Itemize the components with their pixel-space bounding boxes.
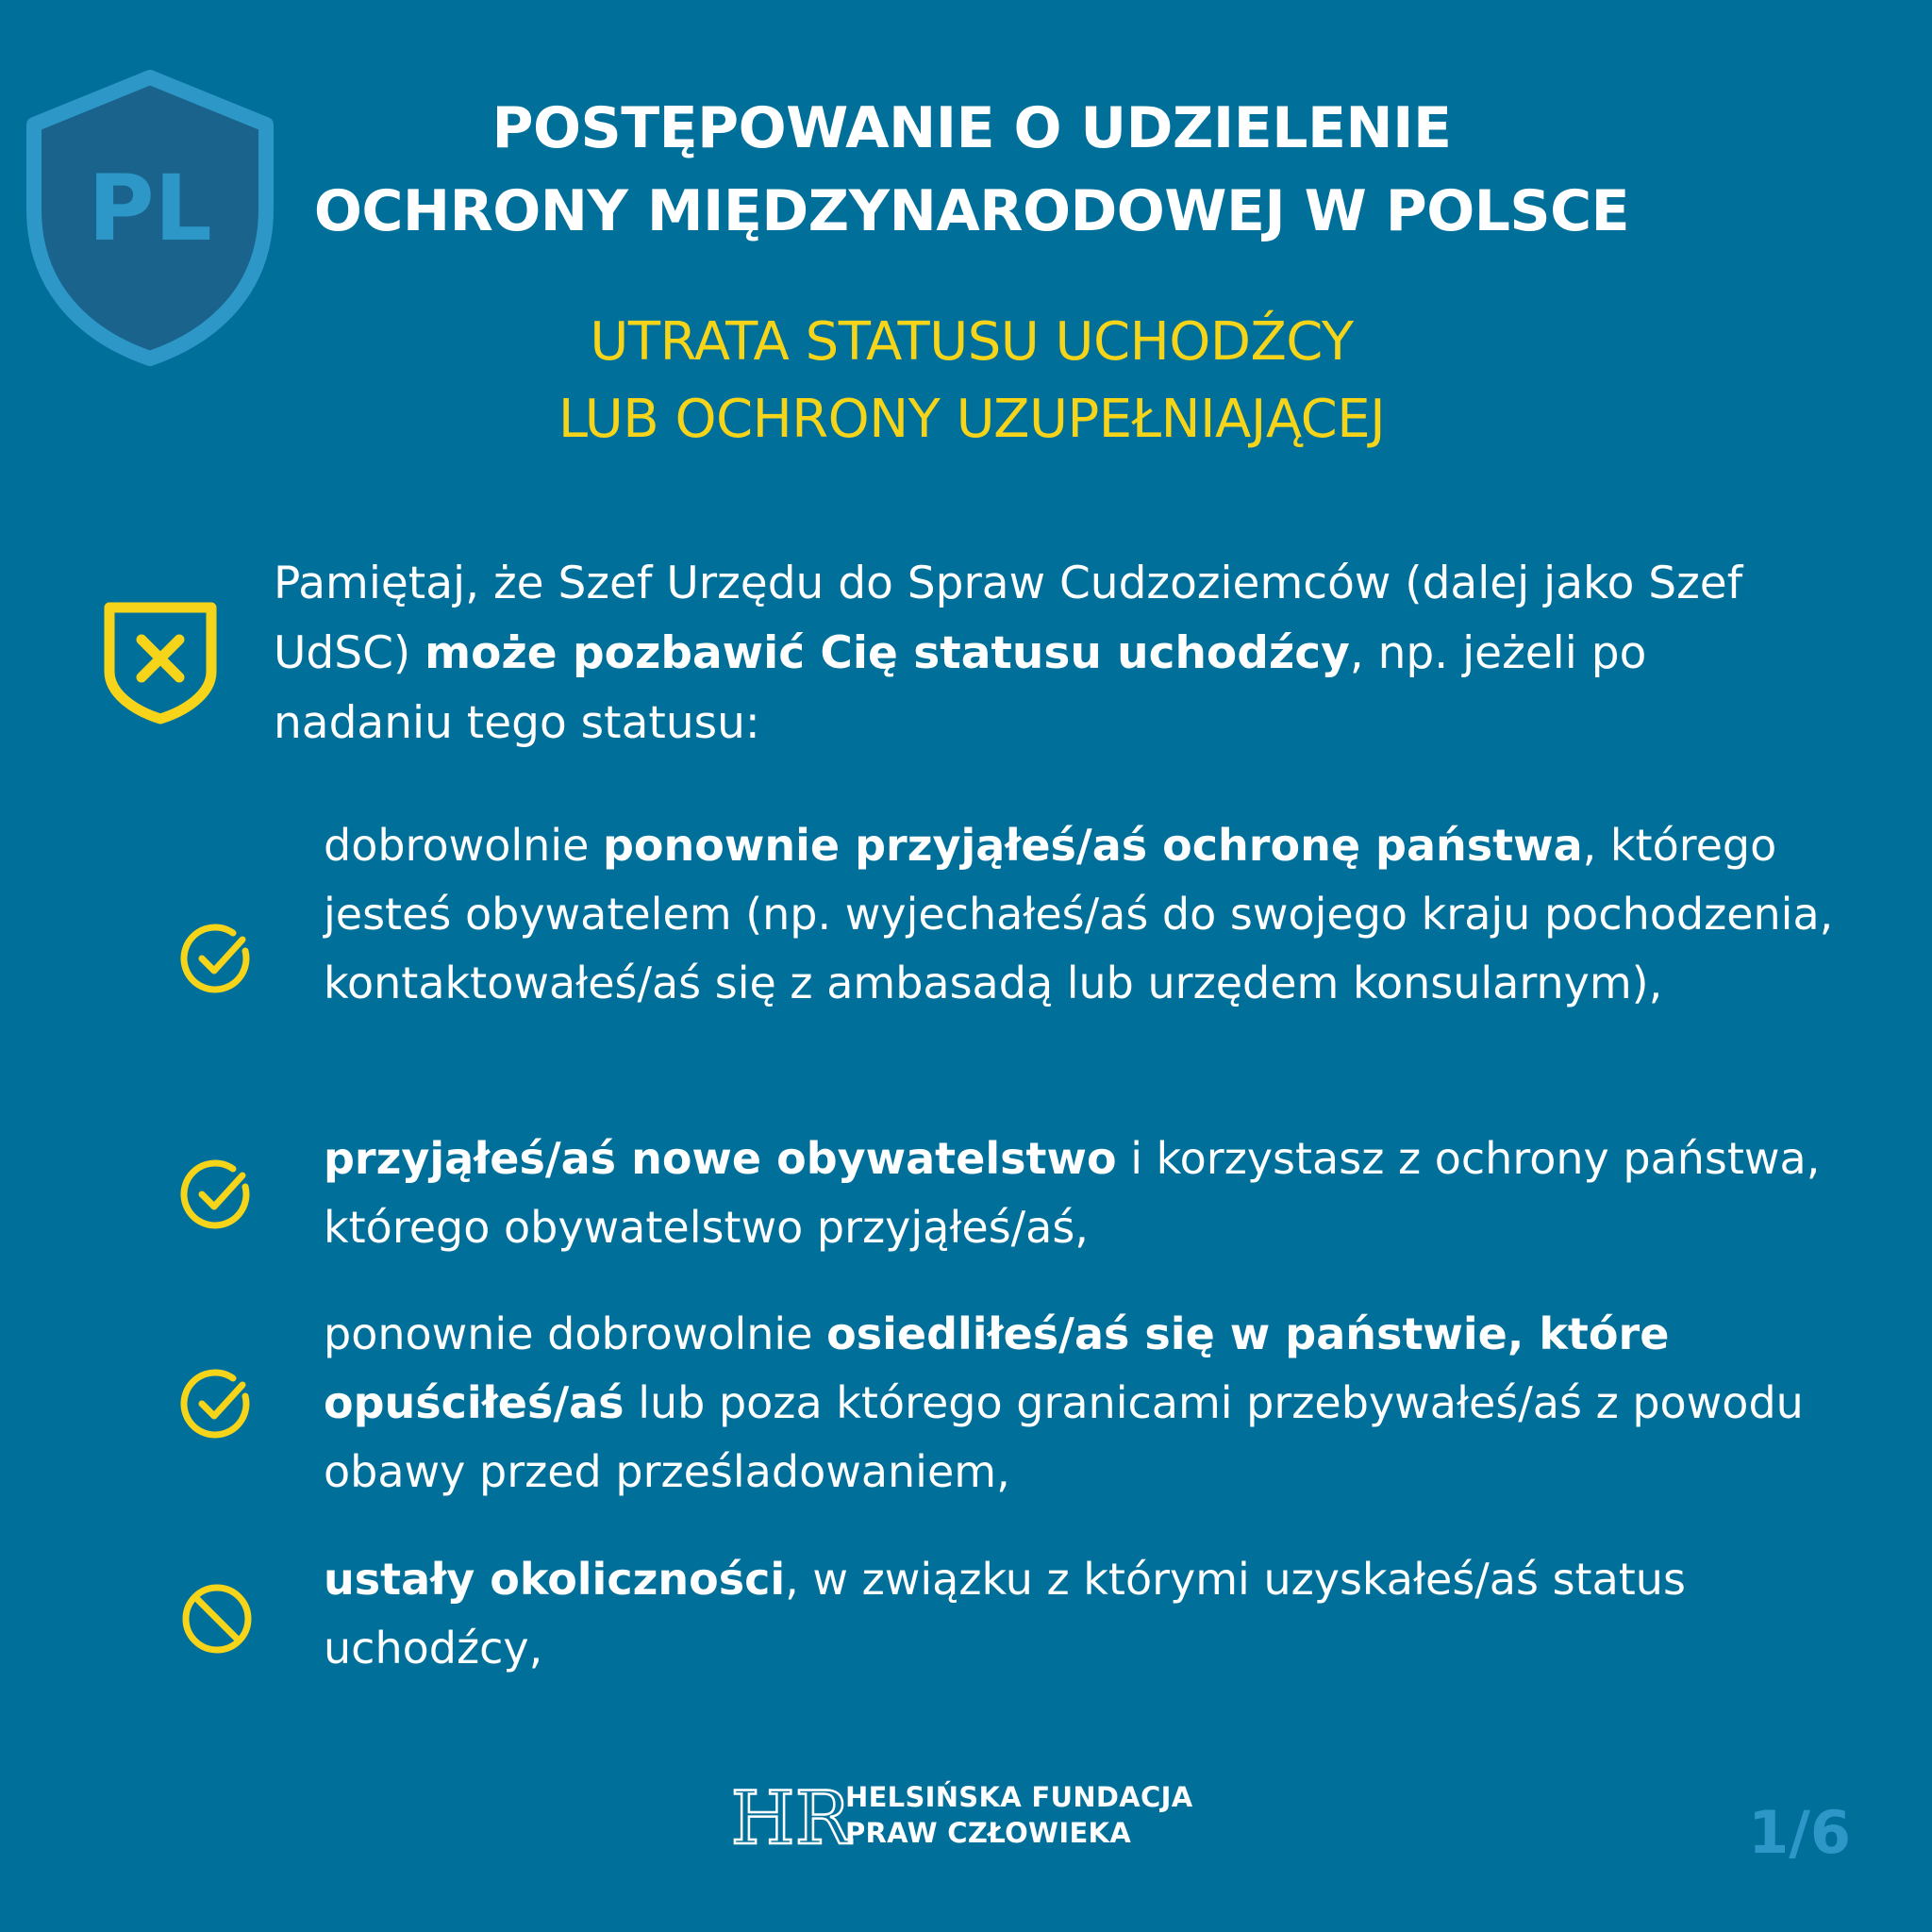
hr-logo-mark (730, 1776, 851, 1861)
page-number: 1/6 (1748, 1798, 1851, 1867)
shield-pl-icon (25, 68, 275, 368)
subtitle-line-1: UTRATA STATUSU UCHODŹCY (590, 311, 1354, 373)
list-item (324, 811, 1871, 1018)
intro-text-post: , np. jeżeli po nadaniu tego statusu: (274, 627, 1647, 749)
list-item-post: lub poza którego granicami przebywałeś/aś z powodu obawy przed prześladowaniem, (324, 1377, 1804, 1497)
intro-paragraph (274, 549, 1840, 758)
subtitle-line-2: LUB OCHRONY UZUPEŁNIAJĄCEJ (558, 389, 1386, 450)
check-circle-icon (179, 1157, 255, 1232)
title-line-2: OCHRONY MIĘDZYNARODOWEJ W POLSCE (313, 178, 1630, 244)
page-title (274, 87, 1670, 253)
list-item-bold: ponownie przyjąłeś/aś ochronę państwa (603, 820, 1583, 871)
page-subtitle (274, 304, 1670, 458)
list-item-bold: ustały okoliczności (324, 1554, 786, 1605)
shield-x-icon (100, 596, 221, 724)
intro-text-pre: Pamiętaj, że Szef Urzędu do Spraw Cudzoziemców (dalej jako Szef UdSC) (274, 558, 1743, 679)
organization-name-line-1: HELSIŃSKA FUNDACJA (845, 1781, 1193, 1813)
check-circle-icon (179, 921, 255, 996)
list-item-post: , w związku z którymi uzyskałeś/aś status uchodźcy, (324, 1554, 1686, 1674)
list-item-post: , którego jesteś obywatelem (np. wyjechałeś/aś do swojego kraju pochodzenia, kontaktowałeś/aś się z ambasadą lub urzędem konsularnym), (324, 820, 1834, 1008)
check-circle-icon (179, 1366, 255, 1441)
list-item-pre: ponownie dobrowolnie (324, 1308, 827, 1359)
list-item-bold: osiedliłeś/aś się w państwie, które opuściłeś/aś (324, 1308, 1670, 1428)
organization-name (845, 1779, 1192, 1851)
title-line-1: POSTĘPOWANIE O UDZIELENIE (491, 95, 1452, 161)
list-item (324, 1124, 1871, 1262)
prohibited-circle-icon (179, 1581, 255, 1657)
hr-logo-letters: HR (730, 1776, 851, 1861)
intro-text-bold: może pozbawić Cię statusu uchodźcy (425, 627, 1350, 679)
shield-badge-label: PL (88, 156, 212, 261)
list-item (324, 1545, 1871, 1683)
list-item-bold: przyjąłeś/aś nowe obywatelstwo (324, 1133, 1117, 1184)
list-item-pre: dobrowolnie (324, 820, 603, 871)
list-item-post: i korzystasz z ochrony państwa, którego obywatelstwo przyjąłeś/aś, (324, 1133, 1821, 1253)
organization-name-line-2: PRAW CZŁOWIEKA (845, 1817, 1132, 1849)
organization-logo (730, 1776, 1198, 1861)
list-item (324, 1300, 1871, 1507)
